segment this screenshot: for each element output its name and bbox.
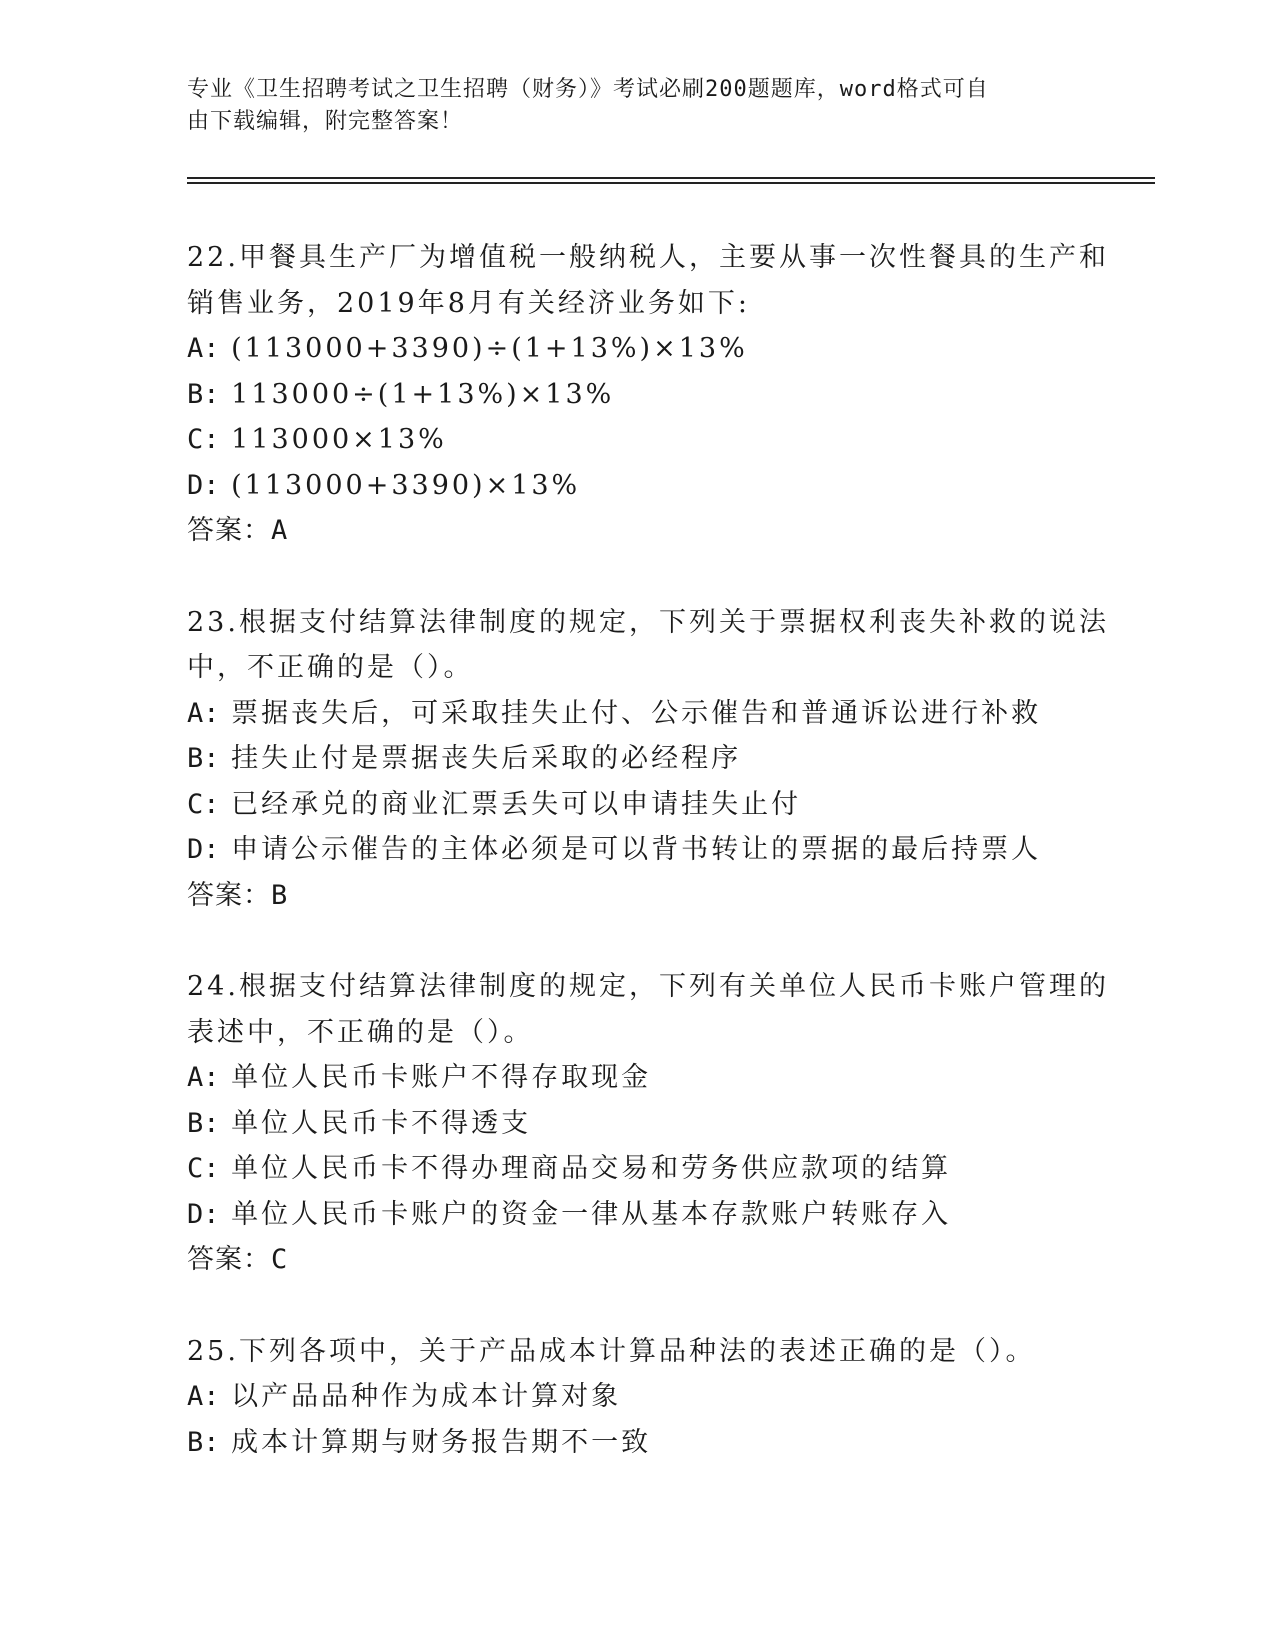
option-letter: D: (187, 1198, 220, 1230)
option-text: 挂失止付是票据丧失后采取的必经程序 (231, 743, 742, 774)
answer-value: C (271, 1244, 289, 1275)
option-b (187, 1420, 1147, 1466)
option-text: 单位人民币卡不得透支 (231, 1107, 532, 1139)
question-list (187, 235, 1147, 1465)
header-line: 专业《卫生招聘考试之卫生招聘（财务）》考试必刷200题题库，word格式可自 (187, 77, 989, 102)
question-text: 25.下列各项中，关于产品成本计算品种法的表述正确的是（）。 (187, 1335, 1036, 1367)
option-d (187, 463, 1147, 509)
answer-label: 答案： (187, 515, 271, 546)
option-d (187, 1192, 1147, 1238)
option-a (187, 691, 1147, 737)
option-letter: C: (187, 424, 220, 455)
option-c (187, 782, 1147, 828)
option-letter: C: (187, 788, 220, 820)
option-b (187, 736, 1147, 782)
option-text: 票据丧失后，可采取挂失止付、公示催告和普通诉讼进行补救 (231, 697, 1042, 729)
question-text: 中，不正确的是（）。 (187, 652, 474, 683)
option-text: 单位人民币卡账户不得存取现金 (231, 1062, 652, 1093)
option-text: 113000×13% (231, 424, 447, 455)
answer-label: 答案： (187, 879, 271, 911)
header-divider (187, 177, 1155, 179)
option-letter: B: (187, 1426, 220, 1458)
option-d (187, 827, 1147, 873)
answer-line (187, 508, 1147, 554)
option-a (187, 326, 1147, 372)
answer-line (187, 873, 1147, 919)
option-text: 申请公示催告的主体必须是可以背书转让的票据的最后持票人 (231, 834, 1042, 865)
option-letter: B: (187, 743, 220, 774)
question-text: 销售业务，2019年8月有关经济业务如下: (187, 287, 750, 319)
question-text: 22.甲餐具生产厂为增值税一般纳税人，主要从事一次性餐具的生产和 (187, 242, 1109, 273)
option-letter: A: (187, 333, 220, 364)
option-letter: A: (187, 1381, 220, 1412)
option-b (187, 1101, 1147, 1147)
option-letter: B: (187, 378, 220, 410)
option-letter: C: (187, 1153, 220, 1184)
question-text: 24.根据支付结算法律制度的规定，下列有关单位人民币卡账户管理的 (187, 971, 1109, 1002)
option-letter: D: (187, 469, 220, 501)
question-23 (187, 600, 1147, 919)
option-letter: A: (187, 697, 220, 729)
answer-value: B (271, 879, 289, 911)
question-text: 23.根据支付结算法律制度的规定，下列关于票据权利丧失补救的说法 (187, 606, 1109, 638)
question-text: 表述中，不正确的是（）。 (187, 1016, 534, 1048)
question-22 (187, 235, 1147, 554)
header-divider (187, 182, 1155, 184)
option-a (187, 1055, 1147, 1101)
option-c (187, 417, 1147, 463)
document-header (187, 74, 1087, 138)
option-text: 单位人民币卡不得办理商品交易和劳务供应款项的结算 (231, 1153, 952, 1184)
option-letter: D: (187, 834, 220, 865)
answer-label: 答案： (187, 1244, 271, 1275)
answer-value: A (271, 515, 289, 546)
option-text: (113000+3390)÷(1+13%)×13% (231, 333, 748, 364)
option-text: 113000÷(1+13%)×13% (231, 378, 615, 410)
option-c (187, 1146, 1147, 1192)
header-line: 由下载编辑，附完整答案！ (187, 109, 464, 134)
option-text: 以产品品种作为成本计算对象 (231, 1381, 622, 1412)
question-24 (187, 964, 1147, 1283)
answer-line (187, 1237, 1147, 1283)
option-a (187, 1374, 1147, 1420)
option-letter: A: (187, 1062, 220, 1093)
option-letter: B: (187, 1107, 220, 1139)
question-25 (187, 1329, 1147, 1466)
option-text: 已经承兑的商业汇票丢失可以申请挂失止付 (231, 788, 802, 820)
option-text: 单位人民币卡账户的资金一律从基本存款账户转账存入 (231, 1198, 952, 1230)
option-b (187, 372, 1147, 418)
option-text: (113000+3390)×13% (231, 469, 581, 501)
option-text: 成本计算期与财务报告期不一致 (231, 1426, 652, 1458)
